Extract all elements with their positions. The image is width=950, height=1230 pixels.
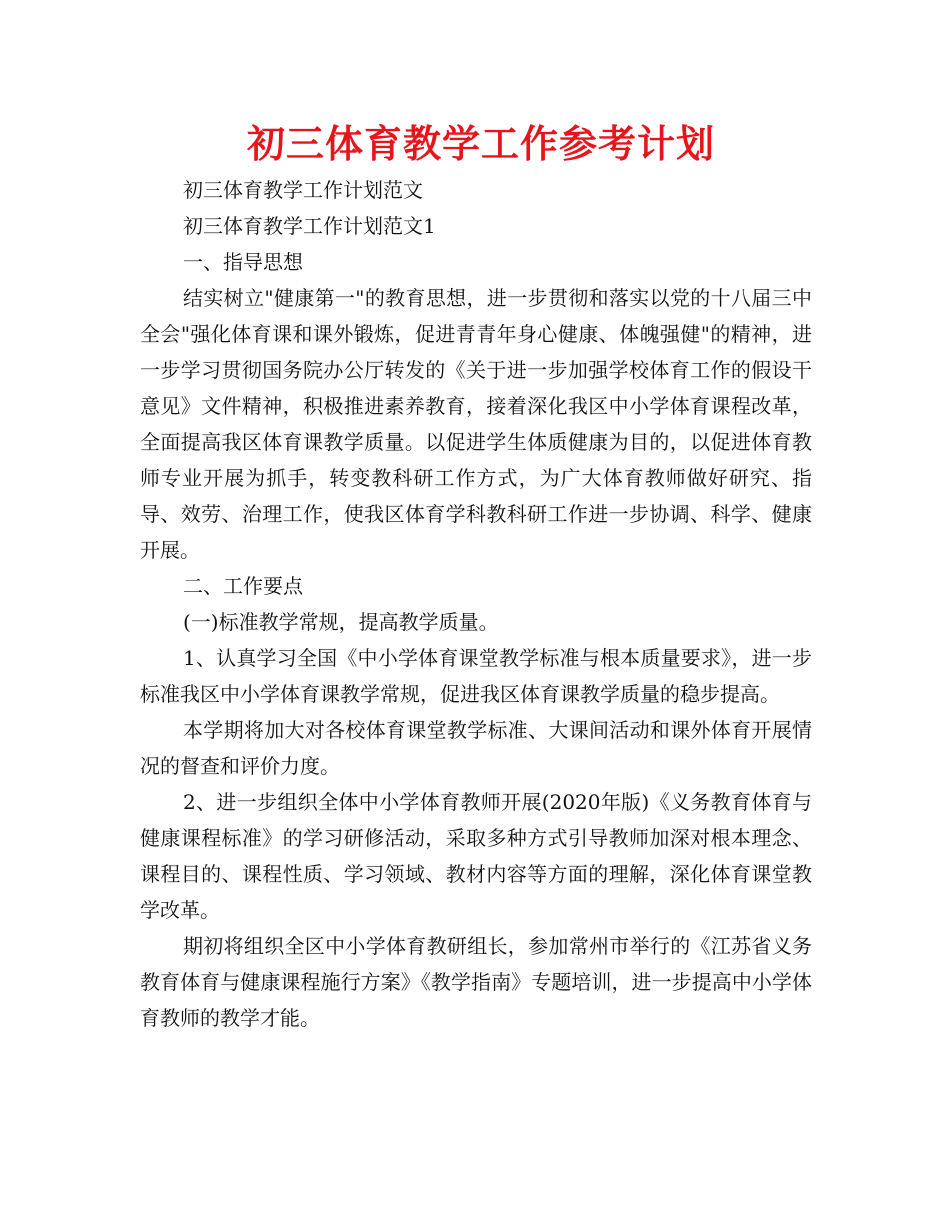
paragraph-training: 期初将组织全区中小学体育教研组长，参加常州市举行的《江苏省义务教育体育与健康课程施行方案》《教学指南》专题培训，进一步提高中小学体育教师的教学才能。 xyxy=(140,934,812,1030)
paragraph-guiding-thought: 结实树立"健康第一"的教育思想，进一步贯彻和落实以党的十八届三中全会"强化体育课和课外锻炼，促进青青年身心健康、体魄强健"的精神，进一步学习贯彻国务院办公厅转发的《关于进一步加强学校体育工作的假设干意见》文件精神，积极推进素养教育，接着深化我区中小学体育课程改革，全面提高我区体育课教学质量。以促进学生体质健康为目的，以促进体育教师专业开展为抓手，转变教科研工作方式，为广大体育教师做好研究、指导、效劳、治理工作，使我区体育学科教科研工作进一步协调、科学、健康开展。 xyxy=(140,286,812,562)
section-heading-work-points: 二、工作要点 xyxy=(183,574,303,598)
section-heading-guiding-thought: 一、指导思想 xyxy=(183,250,303,274)
paragraph-subtitle-1: 初三体育教学工作计划范文1 xyxy=(183,214,436,238)
document-title: 初三体育教学工作参考计划 xyxy=(246,122,715,166)
subsection-heading-teaching-routine: (一)标准教学常规，提高教学质量。 xyxy=(183,610,499,634)
document-page xyxy=(140,118,812,1036)
paragraph-item-1: 1、认真学习全国《中小学体育课堂教学标准与根本质量要求》，进一步标准我区中小学体育课教学常规，促进我区体育课教学质量的稳步提高。 xyxy=(140,646,812,706)
paragraph-item-2: 2、进一步组织全体中小学体育教师开展(2020年版)《义务教育体育与健康课程标准》的学习研修活动，采取多种方式引导教师加深对根本理念、课程目的、课程性质、学习领域、教材内容等方面的理解，深化体育课堂教学改革。 xyxy=(140,790,812,922)
paragraph-semester-supervision: 本学期将加大对各校体育课堂教学标准、大课间活动和课外体育开展情况的督查和评价力度。 xyxy=(140,718,812,778)
paragraph-subtitle: 初三体育教学工作计划范文 xyxy=(183,178,423,202)
